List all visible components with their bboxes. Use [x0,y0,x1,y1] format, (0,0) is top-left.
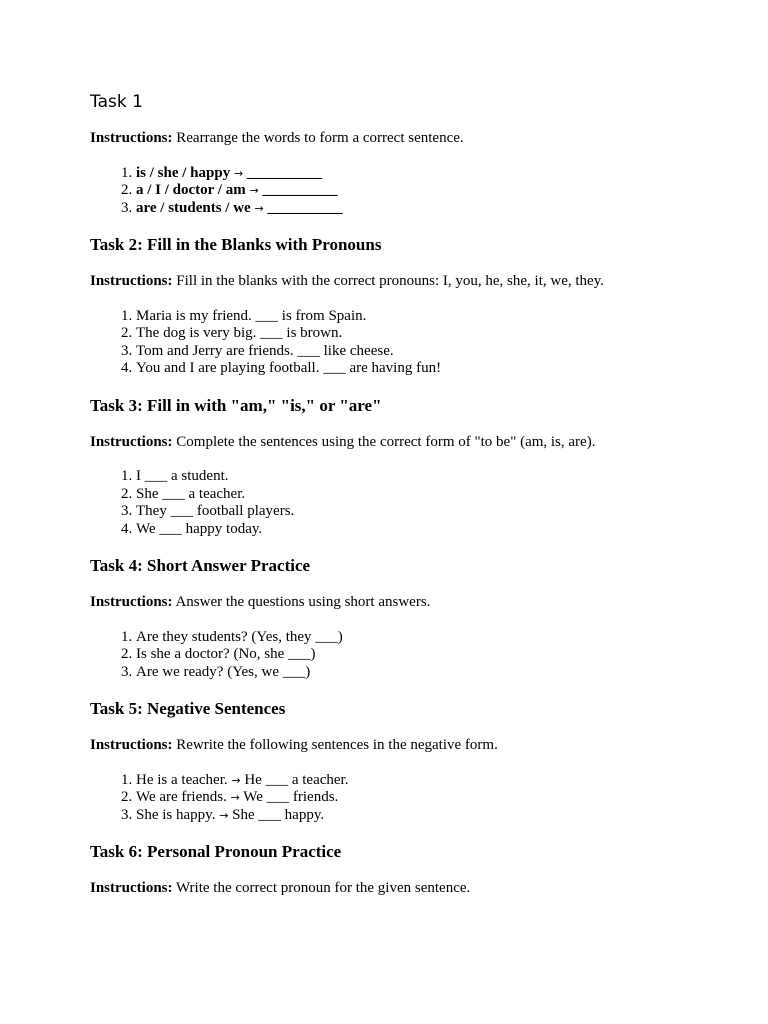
list-item [136,200,710,218]
instructions-label: Instructions: [90,737,173,753]
instructions-text: Answer the questions using short answers. [172,594,431,610]
right-arrow-icon: → [249,184,259,197]
list-item: 1. Are they students? (Yes, they ___) [136,629,710,647]
item-text: We are friends. [136,789,231,805]
task-1-list [90,165,710,218]
task-5-title: Task 5: Negative Sentences [90,699,286,718]
instructions-text: Complete the sentences using the correct form of "to be" (am, is, are). [172,433,596,450]
list-item: 2. She ___ a teacher. [136,486,710,504]
item-text: are / students / we [136,199,255,216]
instructions-label: Instructions: [90,880,173,896]
list-item: 2. Is she a doctor? (No, she ___) [136,646,710,664]
list-item [136,182,710,200]
task-6-title: Task 6: Personal Pronoun Practice [90,842,342,861]
worksheet-page [90,91,710,915]
list-item: 4. You and I are playing football. ___ are having fun! [136,360,710,378]
list-item: 3. Are we ready? (Yes, we ___) [136,664,710,682]
list-item [136,789,710,807]
instructions-label: Instructions: [90,273,173,289]
task-4-instructions [90,594,710,612]
list-item [136,165,710,183]
instructions-label: Instructions: [90,433,173,450]
item-text: He is a teacher. [136,771,232,788]
task-1-title: Task 1 [90,92,143,112]
task-2-section [90,234,710,378]
task-2-instructions [90,273,710,291]
list-item [136,772,710,790]
task-3-section [90,395,710,539]
task-3-title: Task 3: Fill in with "am," "is," or "are" [90,395,382,415]
item-text: She is happy. [136,806,220,823]
task-6-instructions [90,880,710,898]
right-arrow-icon: → [254,201,264,215]
instructions-text: Rearrange the words to form a correct sentence. [172,130,464,146]
list-item: 1. I ___ a student. [136,468,710,486]
task-5-section [90,698,710,824]
task-2-list [90,308,710,378]
item-text: is / she / happy [136,164,234,181]
list-item: 2. The dog is very big. ___ is brown. [136,325,710,343]
instructions-label: Instructions: [90,594,173,610]
answer-blank: __________ [258,182,338,198]
list-item: 1. Maria is my friend. ___ is from Spain. [136,308,710,326]
list-item: 3. They ___ football players. [136,503,710,521]
item-answer: She ___ happy. [228,806,325,823]
right-arrow-icon: → [233,166,244,180]
task-1-instructions [90,130,710,148]
task-2-title: Task 2: Fill in the Blanks with Pronouns [90,235,382,254]
task-5-instructions [90,737,710,755]
instructions-text: Fill in the blanks with the correct pronouns: I, you, he, she, it, we, they. [172,273,604,289]
item-text: a / I / doctor / am [136,182,250,198]
task-3-instructions [90,434,710,452]
task-6-section [90,841,710,898]
answer-blank: __________ [243,164,322,181]
list-item [136,807,710,825]
task-1-section [90,91,710,217]
right-arrow-icon: → [230,791,240,804]
list-item: 3. Tom and Jerry are friends. ___ like cheese. [136,343,710,361]
task-4-title: Task 4: Short Answer Practice [90,556,311,575]
instructions-text: Write the correct pronoun for the given sentence. [172,880,471,896]
task-4-section [90,555,710,681]
task-4-list [90,629,710,682]
task-3-list [90,468,710,538]
task-5-list [90,772,710,825]
list-item: 4. We ___ happy today. [136,521,710,539]
item-answer: We ___ friends. [239,789,339,805]
right-arrow-icon: → [219,808,229,822]
right-arrow-icon: → [231,773,241,787]
item-answer: He ___ a teacher. [240,771,349,788]
answer-blank: __________ [263,199,343,216]
instructions-label: Instructions: [90,130,173,146]
instructions-text: Rewrite the following sentences in the negative form. [172,737,498,753]
